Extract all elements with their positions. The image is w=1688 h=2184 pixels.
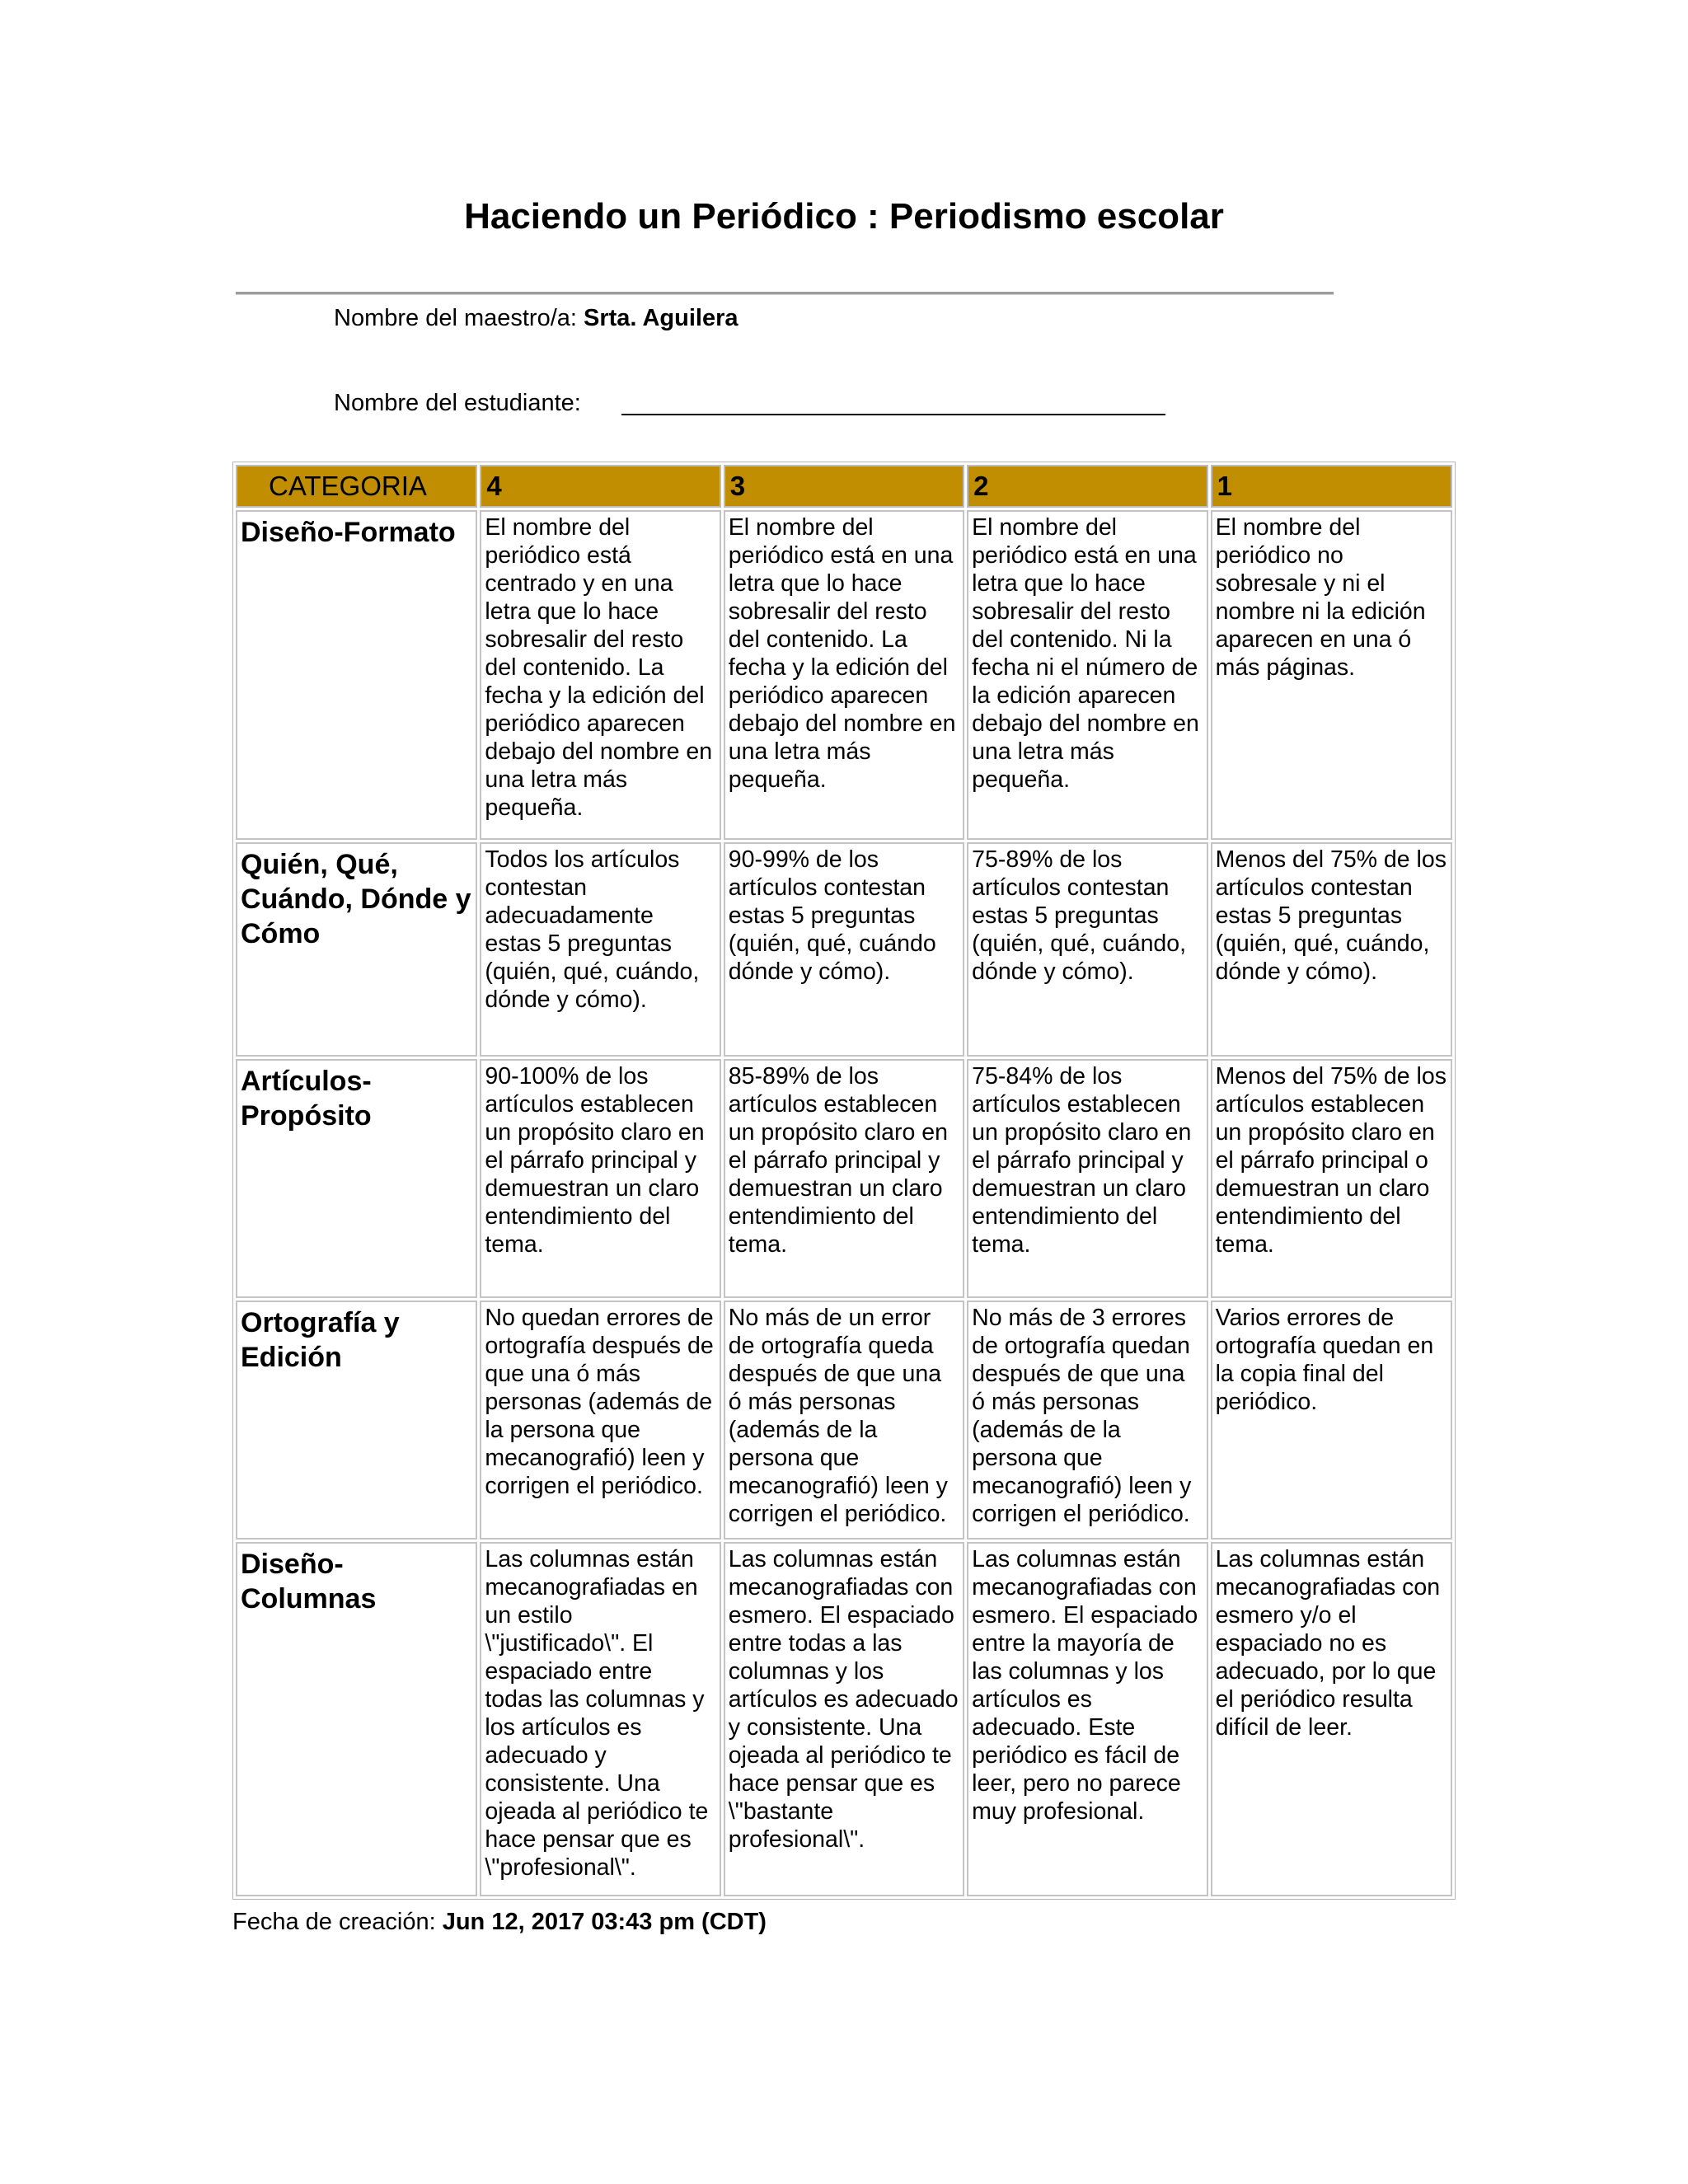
table-cell: El nombre del periódico no sobresale y ni el nombre ni la edición aparecen en una ó más páginas. [1211,510,1452,840]
header-score-1: 1 [1211,465,1452,508]
table-cell: Menos del 75% de los artículos establecen un propósito claro en el párrafo principal o demuestran un claro entendimiento del tema. [1211,1059,1452,1298]
table-cell: Menos del 75% de los artículos contestan estas 5 preguntas (quién, qué, cuándo, dónde y cómo). [1211,842,1452,1057]
table-cell: Todos los artículos contestan adecuadamente estas 5 preguntas (quién, qué, cuándo, dónde y cómo). [480,842,720,1057]
header-category: CATEGORIA [236,465,477,508]
table-cell: Las columnas están mecanografiadas con esmero y/o el espaciado no es adecuado, por lo que el periódico resulta difícil de leer. [1211,1542,1452,1896]
table-cell: 90-99% de los artículos contestan estas 5 preguntas (quién, qué, cuándo dónde y cómo). [724,842,964,1057]
row-category: Ortografía y Edición [236,1301,477,1540]
header-score-2: 2 [967,465,1207,508]
row-category: Quién, Qué, Cuándo, Dónde y Cómo [236,842,477,1057]
table-cell: 75-84% de los artículos establecen un propósito claro en el párrafo principal y demuestran un claro entendimiento del tema. [967,1059,1207,1298]
header-score-3: 3 [724,465,964,508]
table-cell: Las columnas están mecanografiadas en un estilo \"justificado\". El espaciado entre todas las columnas y los artículos es adecuado y consistente. Una ojeada al periódico te hace pensar que es \"profesional\". [480,1542,720,1896]
header-score-4: 4 [480,465,720,508]
teacher-label: Nombre del maestro/a: [334,305,584,331]
table-cell: No más de un error de ortografía queda después de que una ó más personas (además de la persona que mecanografió) leen y corrigen el periódico. [724,1301,964,1540]
row-category: Diseño-Columnas [236,1542,477,1896]
table-cell: Las columnas están mecanografiadas con esmero. El espaciado entre la mayoría de las columnas y los artículos es adecuado. Este periódico es fácil de leer, pero no parece muy profesional. [967,1542,1207,1896]
table-cell: 75-89% de los artículos contestan estas 5 preguntas (quién, qué, cuándo, dónde y cómo). [967,842,1207,1057]
rubric-header-row [236,465,1452,508]
row-category: Diseño-Formato [236,510,477,840]
table-cell: Varios errores de ortografía quedan en la copia final del periódico. [1211,1301,1452,1540]
table-cell: El nombre del periódico está centrado y en una letra que lo hace sobresalir del resto del contenido. La fecha y la edición del periódico aparecen debajo del nombre en una letra más pequeña. [480,510,720,840]
table-row [236,1059,1452,1298]
table-cell: 90-100% de los artículos establecen un propósito claro en el párrafo principal y demuestran un claro entendimiento del tema. [480,1059,720,1298]
table-cell: No más de 3 errores de ortografía quedan después de que una ó más personas (además de la persona que mecanografió) leen y corrigen el periódico. [967,1301,1207,1540]
table-cell: 85-89% de los artículos establecen un propósito claro en el párrafo principal y demuestran un claro entendimiento del tema. [724,1059,964,1298]
page-title: Haciendo un Periódico : Periodismo escolar [464,196,1224,237]
table-row [236,1301,1452,1540]
creation-date-line [232,1909,767,1936]
table-cell: No quedan errores de ortografía después de que una ó más personas (además de la persona que mecanografió) leen y corrigen el periódico. [480,1301,720,1540]
creation-date: Jun 12, 2017 03:43 pm (CDT) [442,1909,767,1935]
row-category: Artículos-Propósito [236,1059,477,1298]
creation-date-label: Fecha de creación: [232,1909,443,1935]
teacher-name: Srta. Aguilera [584,305,738,331]
table-row [236,510,1452,840]
table-cell: El nombre del periódico está en una letra que lo hace sobresalir del resto del contenido. Ni la fecha ni el número de la edición aparecen debajo del nombre en una letra más pequeña. [967,510,1207,840]
table-cell: Las columnas están mecanografiadas con esmero. El espaciado entre todas a las columnas y los artículos es adecuado y consistente. Una ojeada al periódico te hace pensar que es \"bastante profesional\". [724,1542,964,1896]
horizontal-divider [236,292,1334,295]
rubric-table [232,462,1456,1900]
table-row [236,842,1452,1057]
teacher-name-line [334,305,738,332]
student-name-label: Nombre del estudiante: [334,390,581,416]
table-row [236,1542,1452,1896]
student-name-blank [621,414,1165,415]
table-cell: El nombre del periódico está en una letra que lo hace sobresalir del resto del contenido. La fecha y la edición del periódico aparecen debajo del nombre en una letra más pequeña. [724,510,964,840]
